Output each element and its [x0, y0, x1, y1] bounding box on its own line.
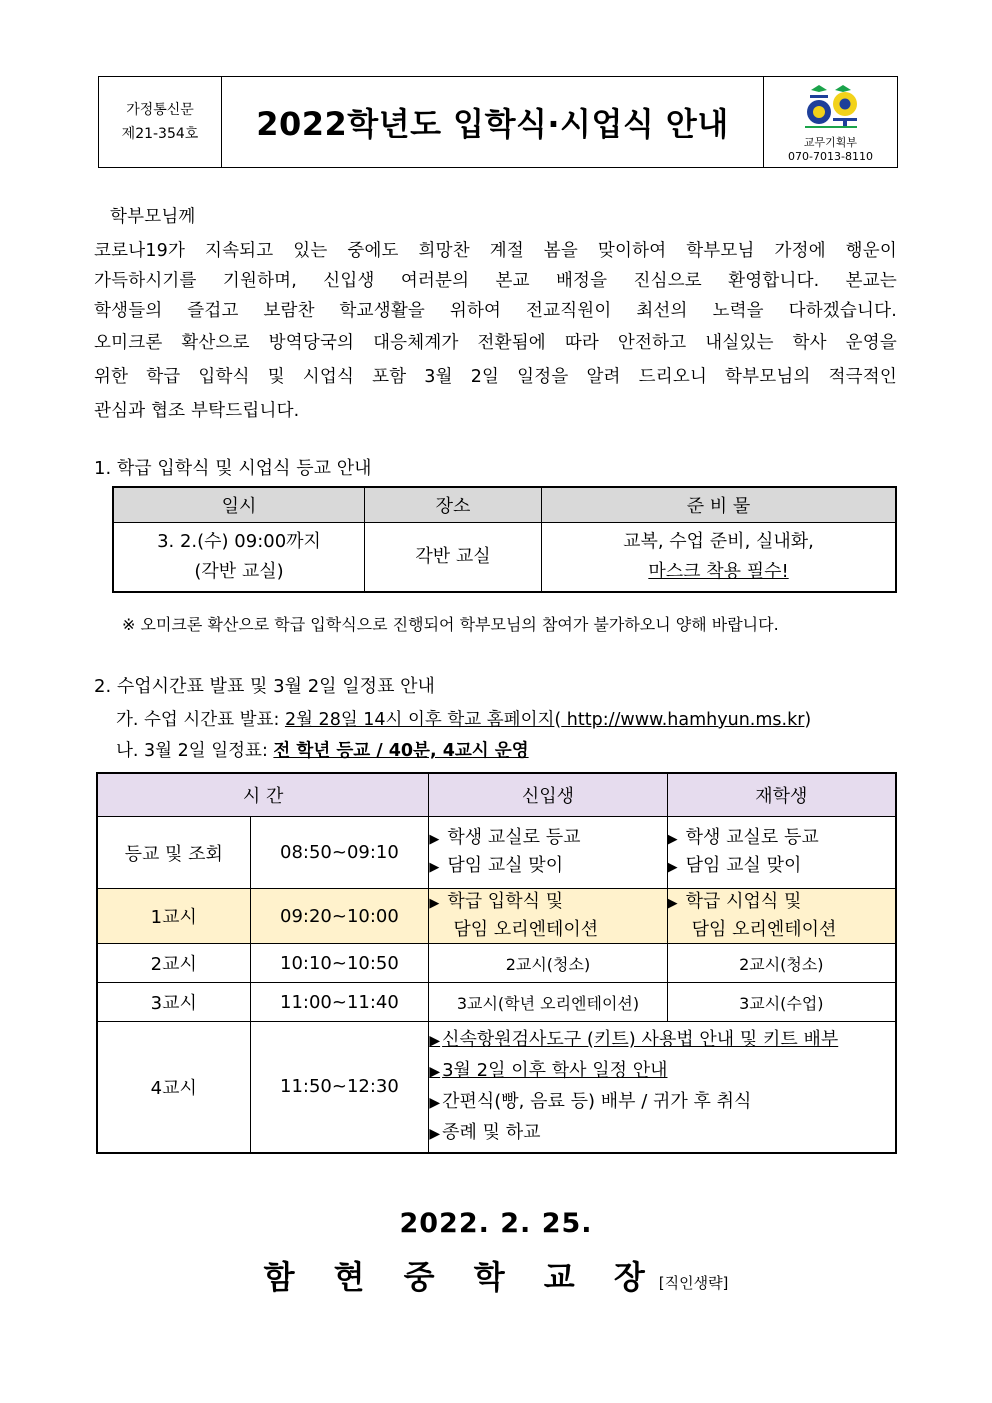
- list-item: ▶ 간편식(빵, 음료 등) 배부 / 귀가 후 취식: [429, 1087, 895, 1118]
- list-item: ▶ 종례 및 하교: [429, 1118, 895, 1149]
- signature: [0, 1252, 992, 1298]
- place-cell: 각반 교실: [365, 523, 542, 593]
- section-1-title: 1. 학급 입학식 및 시업식 등교 안내: [94, 458, 372, 479]
- notice-number: 제21-354호: [121, 126, 199, 142]
- notice-type: 가정통신문: [126, 102, 194, 118]
- list-item: ▶ 학생 교실로 등교: [668, 825, 895, 853]
- items-line: 교복, 수업 준비, 실내화,: [623, 531, 814, 552]
- dept-box: [763, 77, 897, 167]
- current-student-cell: 3교시(수업): [667, 983, 896, 1022]
- list-item: ▶ 신속항원검사도구 (키트) 사용법 안내 및 키트 배부: [429, 1025, 895, 1056]
- dept-name: 교무기획부: [803, 136, 858, 149]
- intro-line: 위한 학급 입학식 및 시업식 포함 3월 2일 일정을 알려 드리오니 학부모님의 적극적인: [94, 367, 897, 387]
- intro-line: 코로나19가 지속되고 있는 중에도 희망찬 계절 봄을 맞이하여 학부모님 가정에 행운이: [94, 241, 897, 261]
- period-cell: 4교시: [97, 1022, 250, 1153]
- new-student-cell: [429, 889, 667, 944]
- seal-note: [직인생략]: [658, 1274, 729, 1292]
- current-student-cell: 2교시(청소): [667, 944, 896, 983]
- intro-line: 가득하시기를 기원하며, 신입생 여러분의 본교 배정을 진심으로 환영합니다. 본교는: [94, 271, 897, 291]
- period-cell: 2교시: [97, 944, 250, 983]
- dept-phone: 070-7013-8110: [788, 150, 873, 163]
- greeting: 학부모님께: [110, 207, 196, 227]
- list-item-continued: 담임 오리엔테이션: [691, 919, 837, 940]
- list-item: ▶ 담임 교실 맞이: [429, 853, 666, 881]
- time-cell: 09:20~10:00: [250, 889, 429, 944]
- new-student-cell: 3교시(학년 오리엔테이션): [429, 983, 667, 1022]
- items-cell: [542, 523, 897, 593]
- section-2-title: 2. 수업시간표 발표 및 3월 2일 일정표 안내: [94, 676, 435, 697]
- paren-open: (: [554, 710, 562, 730]
- time-cell: 11:50~12:30: [250, 1022, 429, 1153]
- schedule-line: [116, 737, 529, 762]
- period-cell: 등교 및 조회: [97, 817, 250, 889]
- date-line: (각반 교실): [194, 561, 284, 582]
- signer-name: 함 현 중 학 교 장: [263, 1258, 659, 1296]
- time-cell: 08:50~09:10: [250, 817, 429, 889]
- table-row: [97, 817, 896, 889]
- date-line: 3. 2.(수) 09:00까지: [157, 531, 321, 552]
- list-item: ▶ 3월 2일 이후 학사 일정 안내: [429, 1056, 895, 1087]
- schedule-label: 나. 3월 2일 일정표:: [116, 741, 274, 761]
- date-cell: [113, 523, 365, 593]
- schedule-table: [96, 772, 897, 1154]
- list-item: ▶ 학생 교실로 등교: [429, 825, 666, 853]
- current-student-cell: [667, 889, 896, 944]
- homepage-link[interactable]: http://www.hamhyun.ms.kr: [561, 710, 805, 730]
- intro-paragraph-2: [94, 326, 897, 428]
- time-cell: 11:00~11:40: [250, 983, 429, 1022]
- col-header-items: 준 비 물: [542, 487, 897, 523]
- schedule-value: 전 학년 등교 / 40분, 4교시 운영: [273, 741, 529, 761]
- time-cell: 10:10~10:50: [250, 944, 429, 983]
- col-header-time: 시 간: [97, 773, 429, 817]
- page-title: 2022학년도 입학식·시업식 안내: [256, 105, 729, 143]
- table-row: [97, 983, 896, 1022]
- announce-value: 2월 28일 14시 이후 학교 홈페이지: [284, 710, 555, 730]
- intro-line: 오미크론 확산으로 방역당국의 대응체계가 전환됨에 따라 안전하고 내실있는 학사 운영을: [94, 333, 897, 353]
- announce-label: 가. 수업 시간표 발표:: [116, 710, 285, 730]
- timetable-announce-line: [116, 706, 811, 731]
- list-item: ▶ 학급 입학식 및: [429, 889, 666, 917]
- new-student-cell: 2교시(청소): [429, 944, 667, 983]
- intro-line: 학생들의 즐겁고 보람찬 학교생활을 위하여 전교직원이 최선의 노력을 다하겠습니다.: [94, 301, 897, 321]
- paren-close: ): [804, 710, 812, 730]
- issue-date: 2022. 2. 25.: [399, 1208, 593, 1239]
- list-item-continued: 담임 오리엔테이션: [453, 919, 599, 940]
- current-student-cell: [667, 817, 896, 889]
- notice-header: [98, 76, 898, 168]
- intro-line: 관심과 협조 부탁드립니다.: [94, 401, 300, 421]
- table-row: [97, 1022, 896, 1153]
- notice-id-box: [99, 77, 222, 167]
- col-header-current-students: 재학생: [667, 773, 896, 817]
- intro-paragraph-1: [94, 236, 897, 326]
- list-item: ▶ 담임 교실 맞이: [668, 853, 895, 881]
- period-cell: 3교시: [97, 983, 250, 1022]
- list-item: ▶ 학급 시업식 및: [668, 889, 895, 917]
- col-header-place: 장소: [365, 487, 542, 523]
- col-header-new-students: 신입생: [429, 773, 667, 817]
- period-cell: 1교시: [97, 889, 250, 944]
- school-logo: [799, 82, 863, 130]
- period-4-activities: [429, 1022, 896, 1153]
- new-student-cell: [429, 817, 667, 889]
- section-1-note: ※ 오미크론 확산으로 학급 입학식으로 진행되어 학부모님의 참여가 불가하오니 양해 바랍니다.: [122, 615, 779, 634]
- table-row: [97, 889, 896, 944]
- mask-required-text: 마스크 착용 필수!: [648, 561, 789, 582]
- table-row: [97, 944, 896, 983]
- col-header-date: 일시: [113, 487, 365, 523]
- entrance-table: [112, 486, 897, 593]
